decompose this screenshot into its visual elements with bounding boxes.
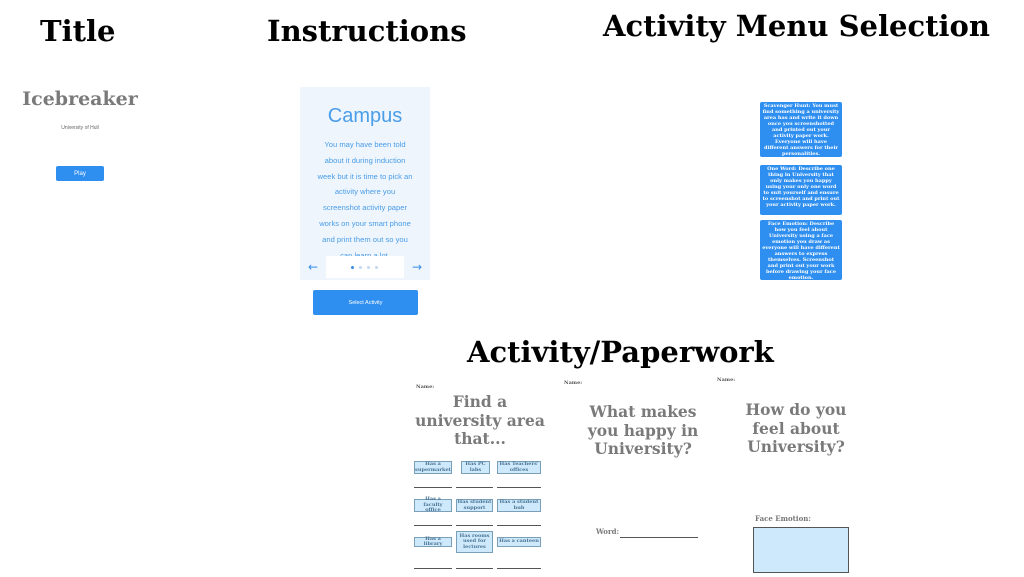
menu-item-face-emotion[interactable]: Face Emotion: Describe how you feel about University using a face emotion you draw as everyone will have different answers to express themselves. Screenshot and print out your work before drawing your face emotion. [760, 220, 842, 280]
word-label: Word: [596, 527, 620, 536]
card-body-line: activity where you [334, 187, 396, 197]
play-button[interactable]: Play [56, 166, 104, 181]
prev-button[interactable] [300, 256, 326, 278]
arrow-left-icon: ← [307, 260, 319, 274]
card-body-line: week but it is time to pick an [317, 171, 413, 181]
answer-line [456, 525, 493, 526]
instructions-card [300, 87, 430, 280]
next-button[interactable] [404, 256, 430, 278]
scavenger-tag: Has a supermarket [415, 461, 451, 473]
arrow-right-icon: → [411, 260, 423, 274]
select-activity-button[interactable]: Select Activity [313, 290, 418, 315]
answer-line [497, 487, 541, 488]
card-body-line: about it during induction [324, 155, 406, 165]
app-subtitle: University of Hull [61, 125, 99, 131]
answer-line [497, 568, 541, 569]
answer-line [456, 568, 493, 569]
scavenger-tag: Has Teachers' offices [497, 461, 541, 474]
page-dot[interactable] [359, 266, 362, 269]
page-dots [351, 266, 378, 269]
menu-item-scavenger-hunt[interactable]: Scavenger Hunt: You must find something a university area has and write it down once you screenshotted and printed out your activity paper work. Everyone will have different answers for their personalities. [760, 102, 842, 157]
card-body-line: and print them out so you [322, 234, 408, 244]
page-dot[interactable] [375, 266, 378, 269]
face-emotion-name-label: Name: [717, 377, 736, 383]
page-dot[interactable] [367, 266, 370, 269]
scavenger-question: Find a university area that... [415, 392, 545, 448]
app-title: Icebreaker [22, 88, 138, 110]
card-body [315, 137, 415, 263]
scavenger-tag: Has student support [457, 499, 492, 511]
card-body-line: screenshot activity paper [323, 203, 407, 213]
page-dot[interactable] [351, 266, 354, 269]
section-heading-activity-menu: Activity Menu Selection [603, 9, 990, 43]
answer-line [414, 487, 452, 488]
one-word-question: What makes you happy in University? [587, 402, 699, 458]
scavenger-tag: Has a library [414, 537, 452, 547]
answer-line [456, 487, 493, 488]
answer-line [414, 525, 452, 526]
section-heading-paperwork: Activity/Paperwork [467, 335, 774, 369]
scavenger-tag: Has a student hub [497, 499, 541, 512]
word-answer-line [620, 537, 698, 538]
scavenger-name-label: Name: [416, 384, 435, 390]
menu-item-one-word[interactable]: One Word: Describe one thing in University that only makes you happy using your only one word to suit yourself and ensure to screenshot and print out your activity paper work. [760, 165, 842, 215]
one-word-name-label: Name: [564, 380, 583, 386]
face-emotion-question: How do you feel about University? [745, 400, 847, 456]
scavenger-tag: Has PC labs [461, 461, 490, 474]
face-emotion-drawing-box [753, 527, 849, 573]
scavenger-tag: Has a canteen [497, 537, 541, 547]
card-body-line: You may have been told [324, 140, 406, 149]
title-screen [10, 88, 150, 188]
section-heading-title: Title [40, 14, 116, 48]
face-emotion-label: Face Emotion: [755, 514, 811, 523]
carousel-nav [300, 256, 430, 278]
card-body-line: works on your smart phone [319, 218, 411, 228]
answer-line [414, 568, 452, 569]
card-title: Campus [327, 105, 403, 127]
scavenger-tag: Has rooms used for lectures [456, 531, 493, 553]
section-heading-instructions: Instructions [267, 14, 467, 48]
scavenger-tag: Has a faculty office [414, 499, 452, 512]
answer-line [497, 525, 541, 526]
